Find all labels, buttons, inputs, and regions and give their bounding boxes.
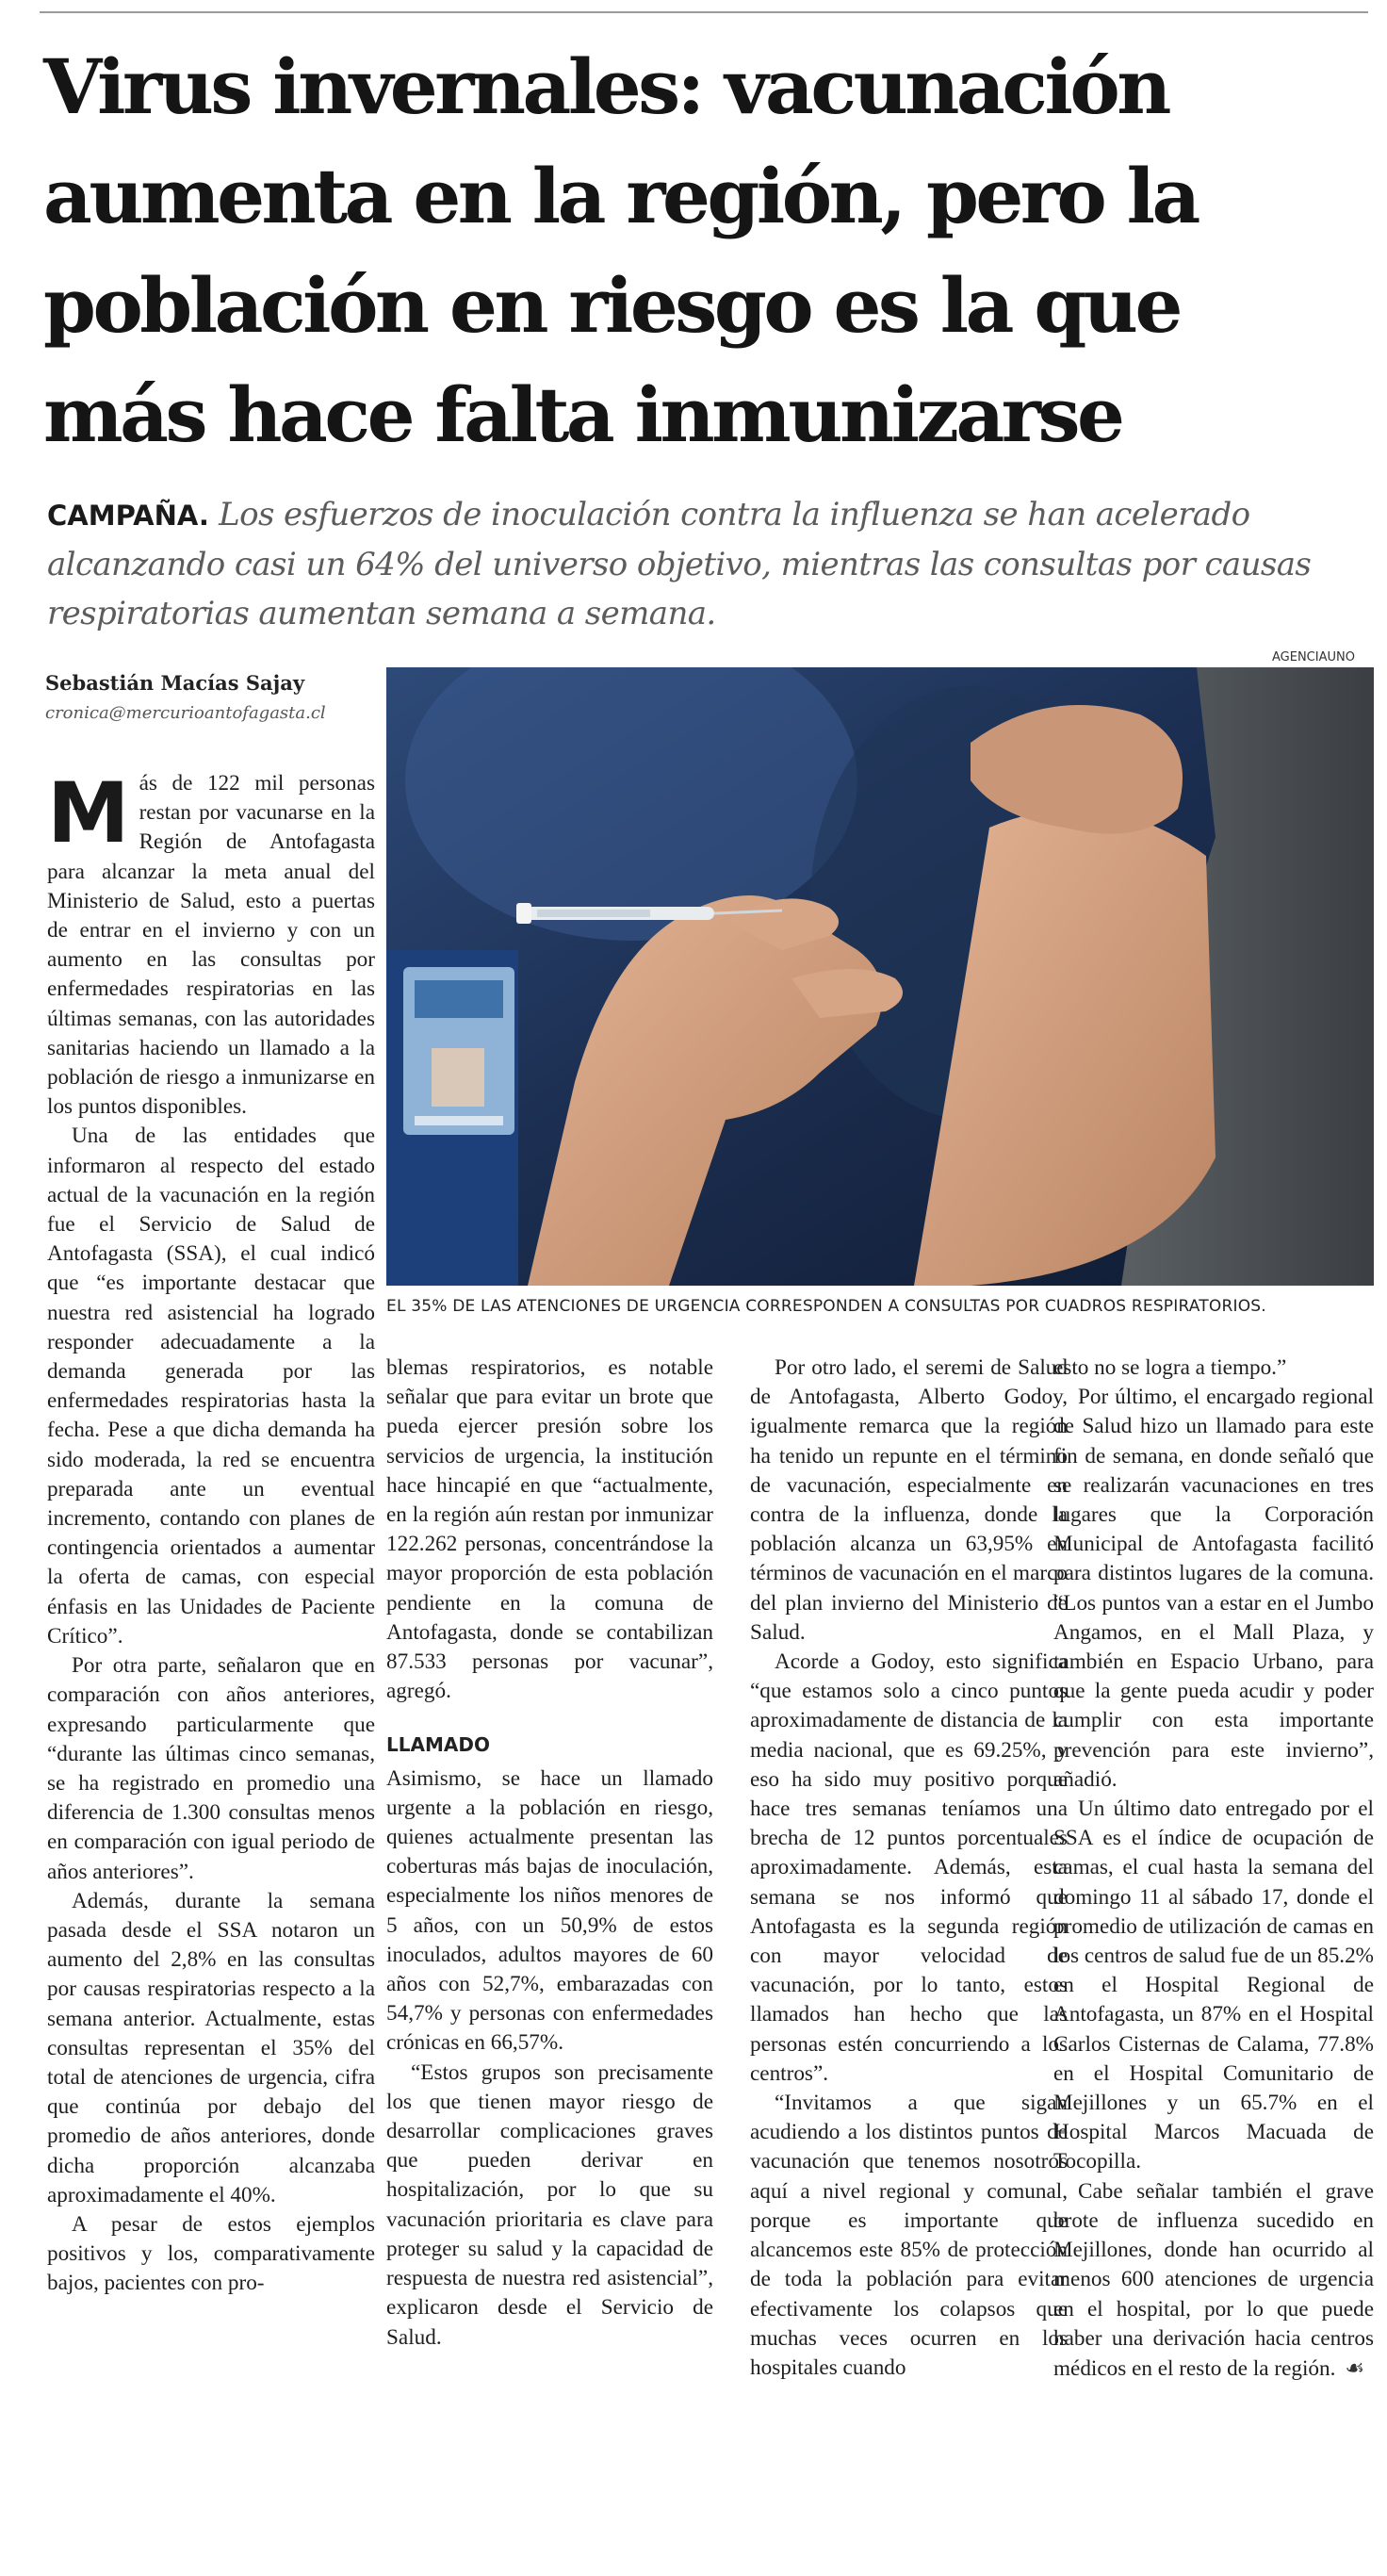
top-rule bbox=[40, 11, 1368, 13]
body-paragraph: Por otro lado, el seremi de Salud de Antofagasta, Alberto Godoy, igualmente remarca que la región ha tenido un repunte en el término de vacunación, especialmente en contra de la influenza, donde la población alcanza un 63,95% en términos de vacunación en el marco del plan invierno del Ministerio de Salud. bbox=[750, 1355, 1068, 1645]
body-paragraph: Asimismo, se hace un llamado urgente a la población en riesgo, quienes actualmente presentan las coberturas más bajas de inoculación, especialmente los niños menores de 5 años, con un 50,9% de estos inoculados, adultos mayores de 60 años con 52,7%, embarazadas con 54,7% y personas con enfermedades crónicas en 66,57%. bbox=[386, 1765, 713, 2056]
author-email: cronica@mercurioantofagasta.cl bbox=[45, 703, 326, 723]
lead-text: Los esfuerzos de inoculación contra la influenza se han acelerado alcanzando casi un 64% del universo objetivo, mientras las consultas por causas respiratorias aumentan semana a semana. bbox=[47, 496, 1312, 632]
body-paragraph: “Estos grupos son precisamente los que tienen mayor riesgo de desarrollar complicaciones graves que pueden derivar en hospitalización, por lo que su vacunación prioritaria es clave para proteger su salud y la capacidad de respuesta de nuestra red asistencial”, explicaron desde el Servicio de Salud. bbox=[386, 2059, 713, 2350]
end-mark-icon: ☙ bbox=[1345, 2354, 1365, 2381]
body-paragraph: A pesar de estos ejemplos positivos y los, comparativamente bajos, pacientes con pro- bbox=[47, 2211, 375, 2296]
photo-caption: EL 35% DE LAS ATENCIONES DE URGENCIA CORRESPONDEN A CONSULTAS POR CUADROS RESPIRATORIOS. bbox=[386, 1297, 1266, 1316]
body-paragraph: Por otra parte, señalaron que en comparación con años anteriores, expresando particularmente que “durante las últimas cinco semanas, se ha registrado en promedio una diferencia de 1.300 consultas menos en comparación con igual periodo de años anteriores”. bbox=[47, 1653, 375, 1884]
body-paragraph: Una de las entidades que informaron al respecto del estado actual de la vacunación en la región fue el Servicio de Salud de Antofagasta (SSA), el cual indicó que “es importante destacar que nuestra red asistencial ha logrado responder adecuadamente a la demanda generada por las enfermedades respiratorias hasta la fecha. Pese a que dicha demanda ha sido moderada, la red se encuentra preparada ante un eventual incremento, contando con planes de contingencia orientados a aumentar la oferta de camas, con especial énfasis en las Unidades de Paciente Crítico”. bbox=[47, 1124, 375, 1649]
body-paragraph: “Invitamos a que sigan acudiendo a los distintos puntos de vacunación que tenemos nosotros aquí a nivel regional y comunal, porque es importante que alcancemos este 85% de protección de toda la población para evitar efectivamente los colapsos que muchas veces ocurren en los hospitales cuando bbox=[750, 2091, 1068, 2380]
body-column-4 bbox=[1053, 1354, 1374, 2384]
lead-paragraph bbox=[47, 490, 1347, 638]
body-column-1 bbox=[47, 764, 375, 2299]
photo-credit: AGENCIAUNO bbox=[1272, 650, 1355, 665]
body-paragraph: Por último, el encargado regional de Salud hizo un llamado para este fin de semana, en donde señaló que se realizarán vacunaciones en tres lugares que la Corporación Municipal de Antofagasta facilitó para distintos lugares de la comuna. “Los puntos van a estar en el Jumbo Angamos, en el Mall Plaza, y también en Espacio Urbano, para que la gente pueda acudir y poder cumplir con esta importante prevención para este invierno”, añadió. bbox=[1053, 1385, 1374, 1792]
body-paragraph: Más de 122 mil personas restan por vacunarse en la Región de Antofagasta para alcanzar la meta anual del Ministerio de Salud, esto a puertas de entrar en el invierno y con un aumento en las consultas por enfermedades respiratorias en las últimas semanas, con las autoridades sanitarias haciendo un llamado a la población de riesgo a inmunizarse en los puntos disponibles. bbox=[47, 764, 375, 1120]
body-paragraph: Cabe señalar también el grave brote de influenza sucedido en Mejillones, donde han ocurrido al menos 600 atenciones de urgencia en el hospital, por lo que puede haber una derivación hacia centros médicos en el resto de la región. ☙ bbox=[1053, 2178, 1374, 2381]
body-paragraph: blemas respiratorios, es notable señalar que para evitar un brote que pueda ejercer presión sobre los servicios de urgencia, la institución hace hincapié en que “actualmente, en la región aún restan por inmunizar 122.262 personas, concentrándose la mayor proporción de esta población pendiente en la comuna de Antofagasta, donde se contabilizan 87.533 personas por vacunar”, agregó. bbox=[386, 1355, 713, 1704]
body-paragraph: Acorde a Godoy, esto significa “que estamos solo a cinco puntos aproximadamente de distancia de la media nacional, que es 69.25%, y eso ha sido muy positivo porque hace tres semanas teníamos una brecha de 12 puntos porcentuales aproximadamente. Además, esta semana se nos informó que Antofagasta es la segunda región con mayor velocidad de vacunación, por lo tanto, estos llamados han hecho que las personas estén concurriendo a los centros”. bbox=[750, 1649, 1068, 2086]
body-paragraph: Además, durante la semana pasada desde el SSA notaron un aumento del 2,8% en las consultas por causas respiratorias respecto a la semana anterior. Actualmente, estas consultas representan el 35% del total de atenciones de urgencia, cifra que continúa por debajo del promedio de años anteriores, donde dicha proporción alcanzaba aproximadamente el 40%. bbox=[47, 1888, 375, 2207]
body-paragraph: Un último dato entregado por el SSA es el índice de ocupación de camas, el cual hasta la semana del domingo 11 al sábado 17, donde el promedio de utilización de camas en los centros de salud fue de un 85.2% en el Hospital Regional de Antofagasta, un 87% en el Hospital Carlos Cisternas de Calama, 77.8% en el Hospital Comunitario de Mejillones y un 65.7% en el Hospital Marcos Macuada de Tocopilla. bbox=[1053, 1797, 1375, 2174]
body-column-3 bbox=[750, 1354, 1068, 2383]
author-name: Sebastián Macías Sajay bbox=[45, 671, 305, 695]
section-subhead: LLAMADO bbox=[386, 1733, 490, 1757]
headline: Virus invernales: vacunación aumenta en la región, pero la población en riesgo es la que más hace falta inmunizarse bbox=[43, 42, 1198, 459]
lead-kicker: CAMPAÑA. bbox=[47, 500, 209, 532]
drop-cap: M bbox=[47, 764, 130, 861]
body-paragraph: esto no se logra a tiempo.” bbox=[1053, 1355, 1287, 1380]
body-column-2 bbox=[386, 1354, 713, 2353]
vaccination-photo bbox=[386, 667, 1374, 1286]
